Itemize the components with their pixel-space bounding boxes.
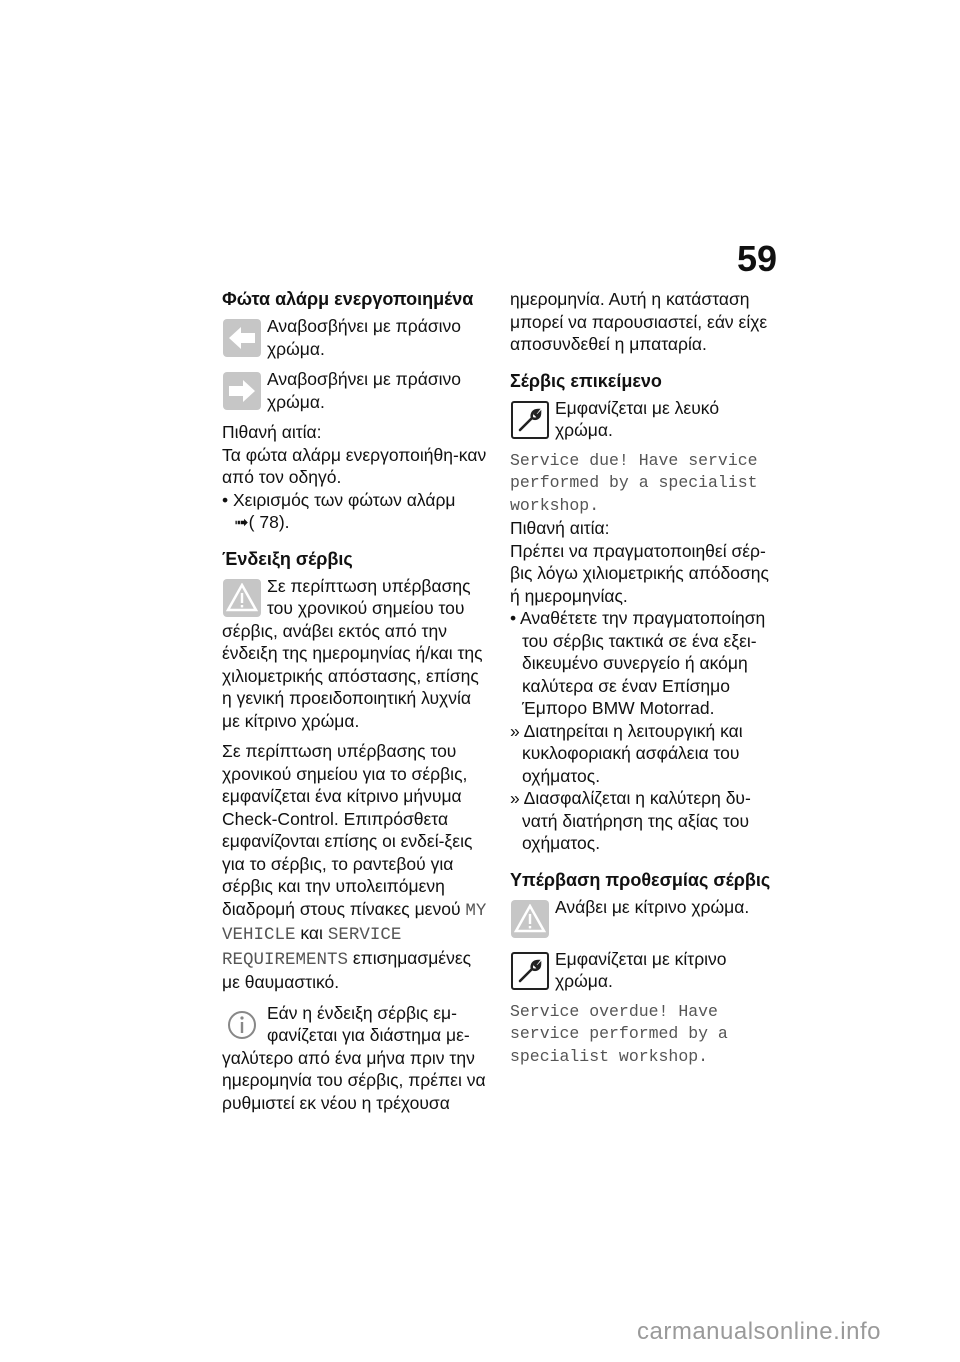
cause-text-right: Πρέπει να πραγματοποιηθεί σέρ-βις λόγω χιλιομετρικής απόδοσης ή ημερομηνίας. bbox=[510, 540, 769, 606]
cause-text: Τα φώτα αλάρμ ενεργοποιήθη-καν από τον οδηγό. bbox=[222, 444, 487, 487]
wrench-white-text: Εμφανίζεται με λευκό χρώμα. bbox=[555, 397, 720, 440]
service-overdue-message: Service overdue! Have service performed by a specialist workshop. bbox=[510, 1001, 728, 1066]
section-title-service-due: Σέρβις επικείμενο bbox=[510, 370, 662, 391]
menu-service-requirements: SERVICE REQUIREMENTS bbox=[222, 925, 402, 970]
right-arrow-icon bbox=[223, 372, 261, 410]
result-safety: » Διατηρείται η λειτουργική και κυκλοφοριακή ασφάλεια του οχήματος. bbox=[510, 720, 743, 786]
service-paragraph bbox=[222, 740, 490, 994]
continued-text: ημερομηνία. Αυτή η κατάσταση μπορεί να παρουσιαστεί, εάν είχε αποσυνδεθεί η μπαταρία. bbox=[510, 289, 768, 354]
menu-my-vehicle: MY VEHICLE bbox=[222, 900, 487, 945]
bullet-service-dealer: • Αναθέτετε την πραγματοποίηση του σέρβις τακτικά σε ένα εξει-δικευμένο συνεργείο ή ακόμη καλύτερα σε έναν Επίσημο Έμπορο BMW Motorrad. bbox=[510, 608, 766, 718]
service-due-message: Service due! Have service performed by a specialist workshop. bbox=[510, 450, 758, 515]
overdue-warning-text: Ανάβει με κίτρινο χρώμα. bbox=[555, 896, 750, 917]
section-title-hazard: Φώτα αλάρμ ενεργοποιημένα bbox=[222, 289, 474, 309]
wrench-icon bbox=[511, 952, 549, 990]
arrow-ref-icon: ➟ bbox=[234, 512, 249, 532]
left-arrow-icon bbox=[223, 319, 261, 357]
left-arrow-text: Αναβοσβήνει με πράσινο χρώμα. bbox=[267, 316, 461, 359]
warning-triangle-icon bbox=[223, 579, 261, 617]
bullet-hazard-operation: • Χειρισμός των φώτων αλάρμ bbox=[222, 489, 456, 510]
warning-triangle-icon bbox=[511, 900, 549, 938]
info-text: Εάν η ένδειξη σέρβις εμ-φανίζεται για διάστημα με-γαλύτερο από ένα μήνα πριν την ημερομηνία του σέρβις, πρέπει να ρυθμιστεί εκ νέου η τρέχουσα bbox=[222, 1002, 486, 1113]
section-title-service-overdue: Υπέρβαση προθεσμίας σέρβις bbox=[510, 869, 771, 890]
wrench-icon bbox=[511, 401, 549, 439]
and-word: και bbox=[300, 923, 323, 943]
cause-label: Πιθανή αιτία: bbox=[222, 422, 322, 442]
service-paragraph-b: επισημασμένες με θαυμαστικό. bbox=[222, 947, 472, 992]
cause-label-right: Πιθανή αιτία: bbox=[510, 518, 610, 538]
info-icon bbox=[223, 1006, 261, 1044]
page-reference-text: ( 78). bbox=[248, 512, 290, 532]
watermark: carmanualsonline.info bbox=[637, 1318, 881, 1345]
section-title-service-display: Ένδειξη σέρβις bbox=[222, 548, 353, 569]
wrench-yellow-text: Εμφανίζεται με κίτρινο χρώμα. bbox=[555, 948, 727, 991]
service-paragraph-a: Σε περίπτωση υπέρβασης του χρονικού σημείου για το σέρβις, εμφανίζεται ένα κίτρινο μήνυμα Check-Control. Επιπρόσθετα εμφανίζονται επίσης οι ενδεί-ξεις για το σέρβις, το ραντεβού για σέρβις και την υπολειπόμενη διαδρομή στους πίνακες μενού bbox=[222, 741, 473, 919]
warning-text: Σε περίπτωση υπέρβασης του χρονικού σημείου του σέρβις, ανάβει εκτός από την ένδειξη της ημερομηνίας ή/και της χιλιομετρικής απόστασης, επίσης η γενική προειδοποιητική λυχνία με κίτρινο χρώμα. bbox=[222, 575, 483, 731]
right-arrow-text: Αναβοσβήνει με πράσινο χρώμα. bbox=[267, 369, 461, 412]
right-column bbox=[510, 288, 780, 1068]
left-column bbox=[222, 288, 490, 1114]
page-number: 59 bbox=[736, 238, 777, 279]
result-value: » Διασφαλίζεται η καλύτερη δυ-νατή διατήρηση της αξίας του οχήματος. bbox=[510, 788, 751, 853]
page-reference[interactable] bbox=[222, 511, 490, 534]
